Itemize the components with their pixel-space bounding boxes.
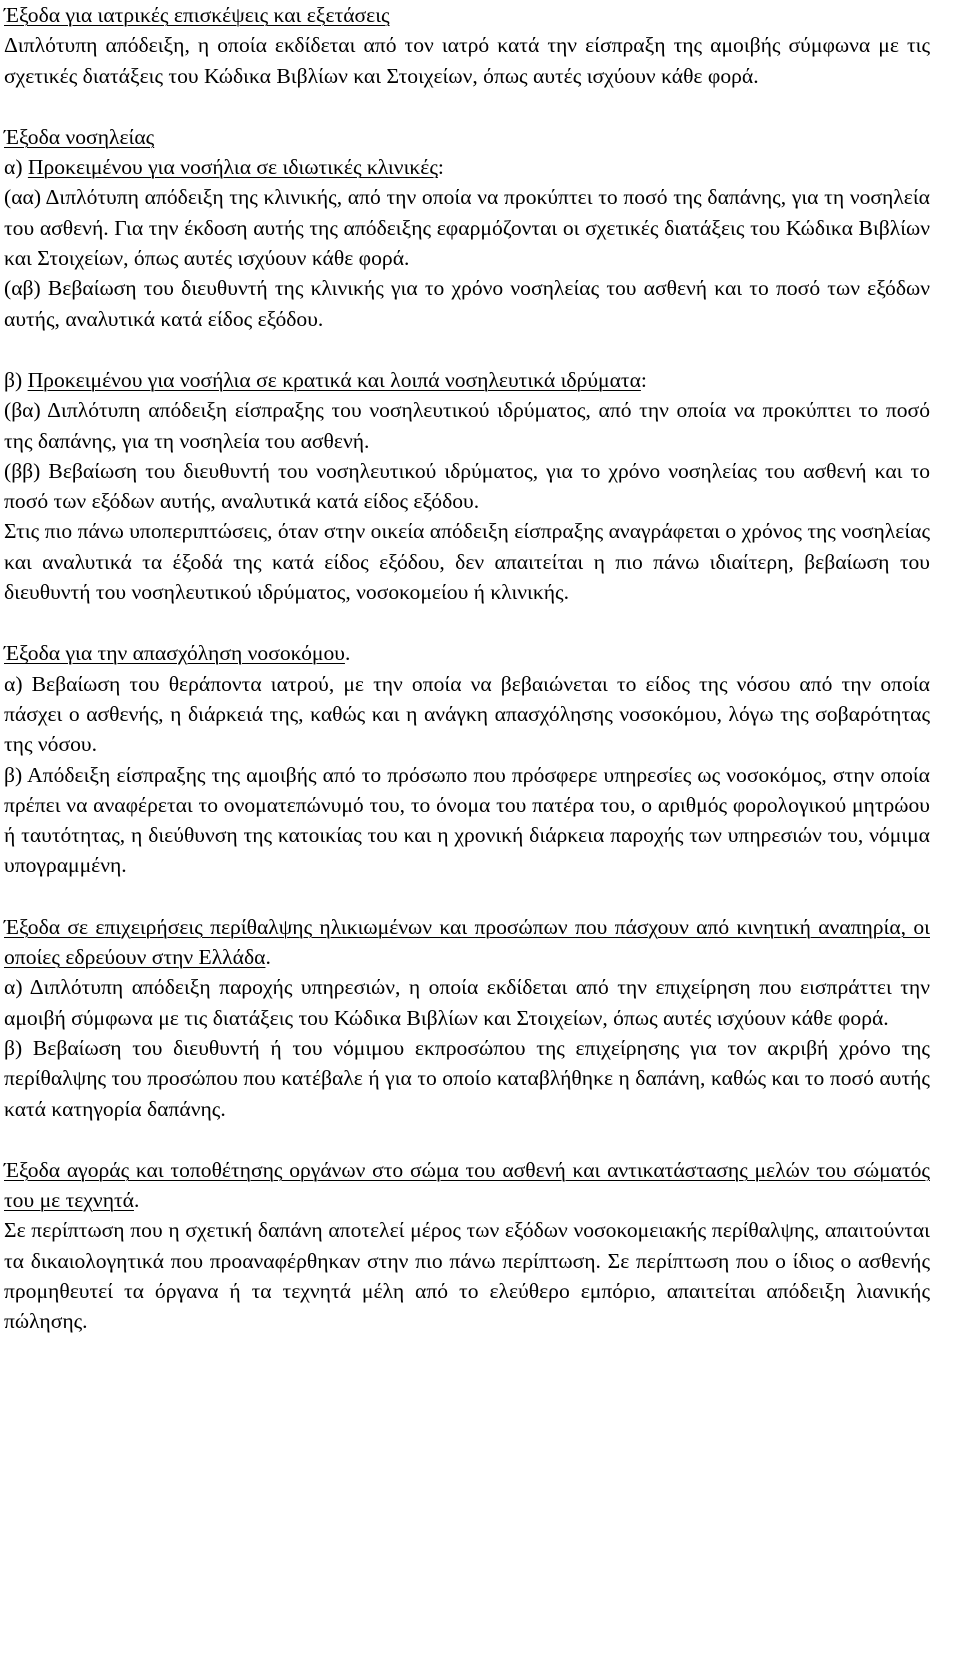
paragraph: Διπλότυπη απόδειξη, η οποία εκδίδεται από τον ιατρό κατά την είσπραξη της αμοιβής σύμφωνα με τις σχετικές διατάξεις του Κώδικα Βιβλίων και Στοιχείων, όπως αυτές ισχύουν κάθε φορά. xyxy=(4,33,930,88)
section-heading-hospitalization: Έξοδα νοσηλείας xyxy=(4,124,155,149)
paragraph-b: β) Απόδειξη είσπραξης της αμοιβής από το πρόσωπο που πρόσφερε υπηρεσίες ως νοσοκόμος, στην οποία πρέπει να αναφέρεται το ονοματεπώνυμό του, το όνομα του πατέρα του, ο αριθμός φορολογικού μητρώου ή ταυτότητας, η διεύθυνση της κατοικίας του και η χρονική διάρκεια παροχής των υπηρεσιών του, νόμιμα υπογραμμένη. xyxy=(4,762,930,878)
section-heading-nurse: Έξοδα για την απασχόληση νοσοκόμου. xyxy=(4,641,351,666)
section-gap xyxy=(4,1124,930,1155)
paragraph-aa: (αα) Διπλότυπη απόδειξη της κλινικής, από την οποία να προκύπτει το ποσό της δαπάνης, για τη νοσηλεία του ασθενή. Για την έκδοση αυτής της απόδειξης εφαρμόζονται οι σχετικές διατάξεις του Κώδικα Βιβλίων και Στοιχείων, όπως αυτές ισχύουν κάθε φορά. xyxy=(4,185,930,271)
paragraph-b: β) Βεβαίωση του διευθυντή ή του νόμιμου εκπροσώπου της επιχείρησης για τον ακριβή χρόνο της περίθαλψης του προσώπου που κατέβαλε ή για το οποίο καταβλήθηκε η δαπάνη, καθώς και το ποσό αυτής κατά κατηγορία δαπάνης. xyxy=(4,1035,930,1121)
paragraph-ba: (βα) Διπλότυπη απόδειξη είσπραξης του νοσηλευτικού ιδρύματος, από την οποία να προκύπτει το ποσό της δαπάνης, για τη νοσηλεία του ασθενή. xyxy=(4,398,930,453)
section-heading-elderly-care: Έξοδα σε επιχειρήσεις περίθαλψης ηλικιωμένων και προσώπων που πάσχουν από κινητική αναπηρία, οι οποίες εδρεύουν στην Ελλάδα. xyxy=(4,914,930,970)
section-gap xyxy=(4,881,930,912)
subsection-heading-private-clinics: α) Προκειμένου για νοσήλια σε ιδιωτικές κλινικές: xyxy=(4,155,444,180)
paragraph-bb: (ββ) Βεβαίωση του διευθυντή του νοσηλευτικού ιδρύματος, για το χρόνο νοσηλείας του ασθενή και το ποσό των εξόδων αυτής, αναλυτικά κατά είδος εξόδου. xyxy=(4,458,930,514)
paragraph-a: α) Διπλότυπη απόδειξη παροχής υπηρεσιών, η οποία εκδίδεται από την επιχείρηση που εισπράττει την αμοιβή σύμφωνα με τις διατάξεις του Κώδικα Βιβλίων και Στοιχείων, όπως αυτές ισχύουν κάθε φορά. xyxy=(4,975,930,1030)
paragraph-note: Στις πιο πάνω υποπεριπτώσεις, όταν στην οικεία απόδειξη είσπραξης αναγράφεται ο χρόνος της νοσηλείας και αναλυτικά τα έξοδά της κατά είδος εξόδου, δεν απαιτείται η πιο πάνω ιδιαίτερη, βεβαίωση του διευθυντή του νοσηλευτικού ιδρύματος, νοσοκομείου ή κλινικής. xyxy=(4,519,930,605)
paragraph-a: α) Βεβαίωση του θεράποντα ιατρού, με την οποία να βεβαιώνεται το είδος της νόσου από την οποία πάσχει ο ασθενής, η διάρκειά της, καθώς και η ανάγκη απασχόλησης νοσοκόμου, λόγω της σοβαρότητας της νόσου. xyxy=(4,671,930,757)
section-gap xyxy=(4,334,930,365)
paragraph: Σε περίπτωση που η σχετική δαπάνη αποτελεί μέρος των εξόδων νοσοκομειακής περίθαλψης, απαιτούνται τα δικαιολογητικά που προαναφέρθηκαν στην πιο πάνω περίπτωση. Σε περίπτωση που ο ίδιος ο ασθενής προμηθευτεί τα όργανα ή τα τεχνητά μέλη από το ελεύθερο εμπόριο, απαιτείται απόδειξη λιανικής πώλησης. xyxy=(4,1218,930,1334)
paragraph-ab: (αβ) Βεβαίωση του διευθυντή της κλινικής για το χρόνο νοσηλείας του ασθενή και το ποσό των εξόδων αυτής, αναλυτικά κατά είδος εξόδου. xyxy=(4,276,930,331)
section-heading-prosthetics: Έξοδα αγοράς και τοποθέτησης οργάνων στο σώμα του ασθενή και αντικατάστασης μελών του σώματός του με τεχνητά. xyxy=(4,1157,930,1213)
section-gap xyxy=(4,91,930,122)
section-gap xyxy=(4,607,930,638)
section-heading-medical-visits: Έξοδα για ιατρικές επισκέψεις και εξετάσεις xyxy=(4,3,390,27)
subsection-heading-public-hospitals: β) Προκειμένου για νοσήλια σε κρατικά και λοιπά νοσηλευτικά ιδρύματα: xyxy=(4,367,647,392)
